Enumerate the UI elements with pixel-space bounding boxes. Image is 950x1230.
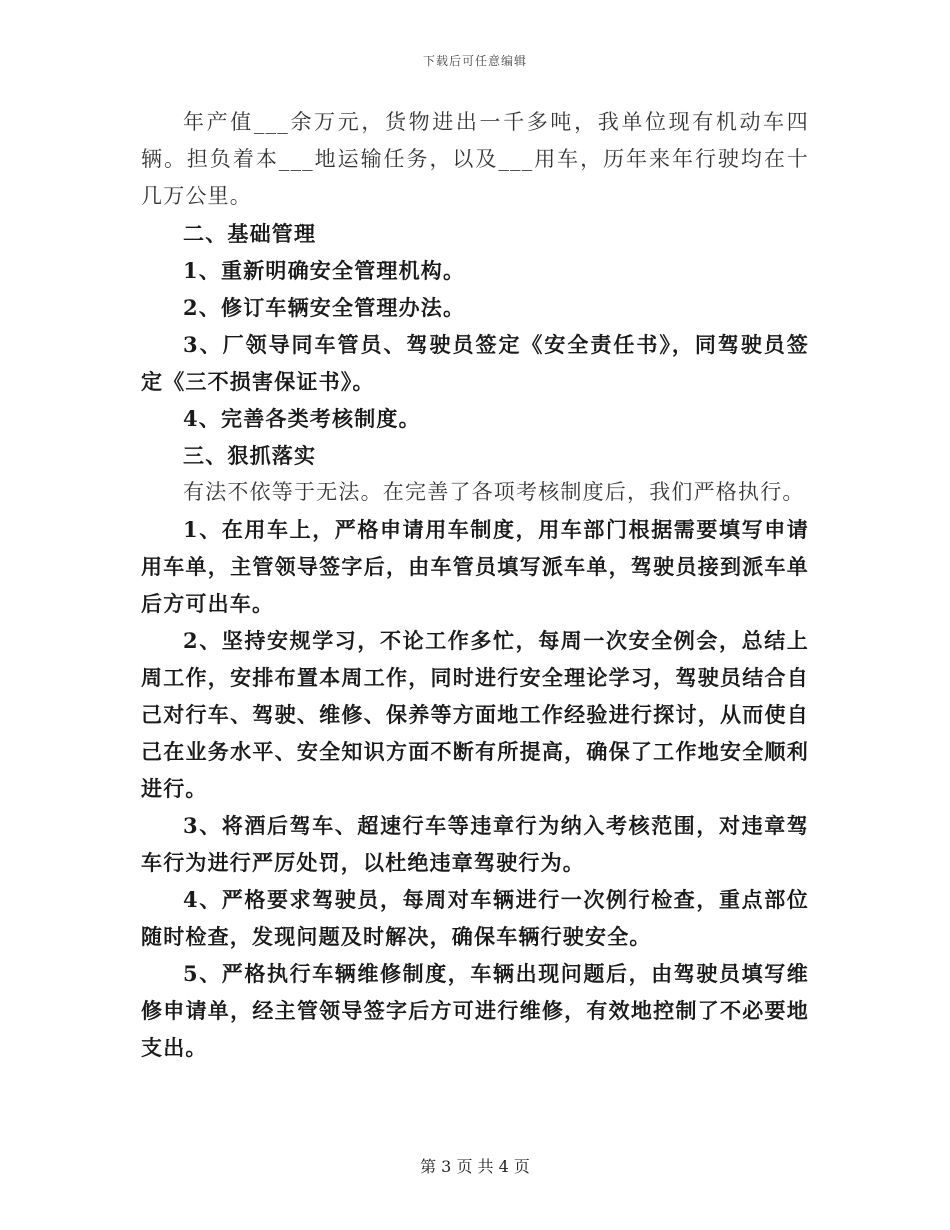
page-number-footer: 第 3 页 共 4 页	[420, 1157, 530, 1176]
paragraph-intro: 年产值___余万元，货物进出一千多吨，我单位现有机动车四辆。担负着本___地运输任务，以及___用车，历年来年行驶均在十几万公里。	[141, 110, 809, 208]
implementation-item-2: 2、坚持安规学习，不论工作多忙，每周一次安全例会，总结上周工作，安排布置本周工作，同时进行安全理论学习，驾驶员结合自己对行车、驾驶、维修、保养等方面地工作经验进行探讨，从而使自己在业务水平、安全知识方面不断有所提高，确保了工作地安全顺利进行。	[141, 628, 809, 801]
document-body	[141, 104, 809, 1066]
implementation-item-1: 1、在用车上，严格申请用车制度，用车部门根据需要填写申请用车单，主管领导签字后，由车管员填写派车单，驾驶员接到派车单后方可出车。	[141, 517, 809, 616]
section-heading-implementation: 三、狠抓落实	[183, 443, 317, 468]
list-item-4: 4、完善各类考核制度。	[183, 406, 421, 431]
implementation-item-5: 5、严格执行车辆维修制度，车辆出现问题后，由驾驶员填写维修申请单，经主管领导签字后方可进行维修，有效地控制了不必要地支出。	[141, 961, 809, 1060]
implementation-item-4: 4、严格要求驾驶员，每周对车辆进行一次例行检查，重点部位随时检查，发现问题及时解决，确保车辆行驶安全。	[141, 887, 809, 949]
list-item-1: 1、重新明确安全管理机构。	[183, 258, 466, 283]
paragraph-implementation-intro: 有法不依等于无法。在完善了各项考核制度后，我们严格执行。	[183, 480, 805, 504]
section-heading-basic-management: 二、基础管理	[183, 221, 317, 246]
page-header: 下载后可任意编辑	[422, 54, 527, 68]
list-item-3: 3、厂领导同车管员、驾驶员签定《安全责任书》，同驾驶员签定《三不损害保证书》。	[141, 332, 809, 394]
list-item-2: 2、修订车辆安全管理办法。	[183, 295, 466, 320]
implementation-item-3: 3、将酒后驾车、超速行车等违章行为纳入考核范围，对违章驾车行为进行严厉处罚，以杜绝违章驾驶行为。	[141, 813, 809, 875]
